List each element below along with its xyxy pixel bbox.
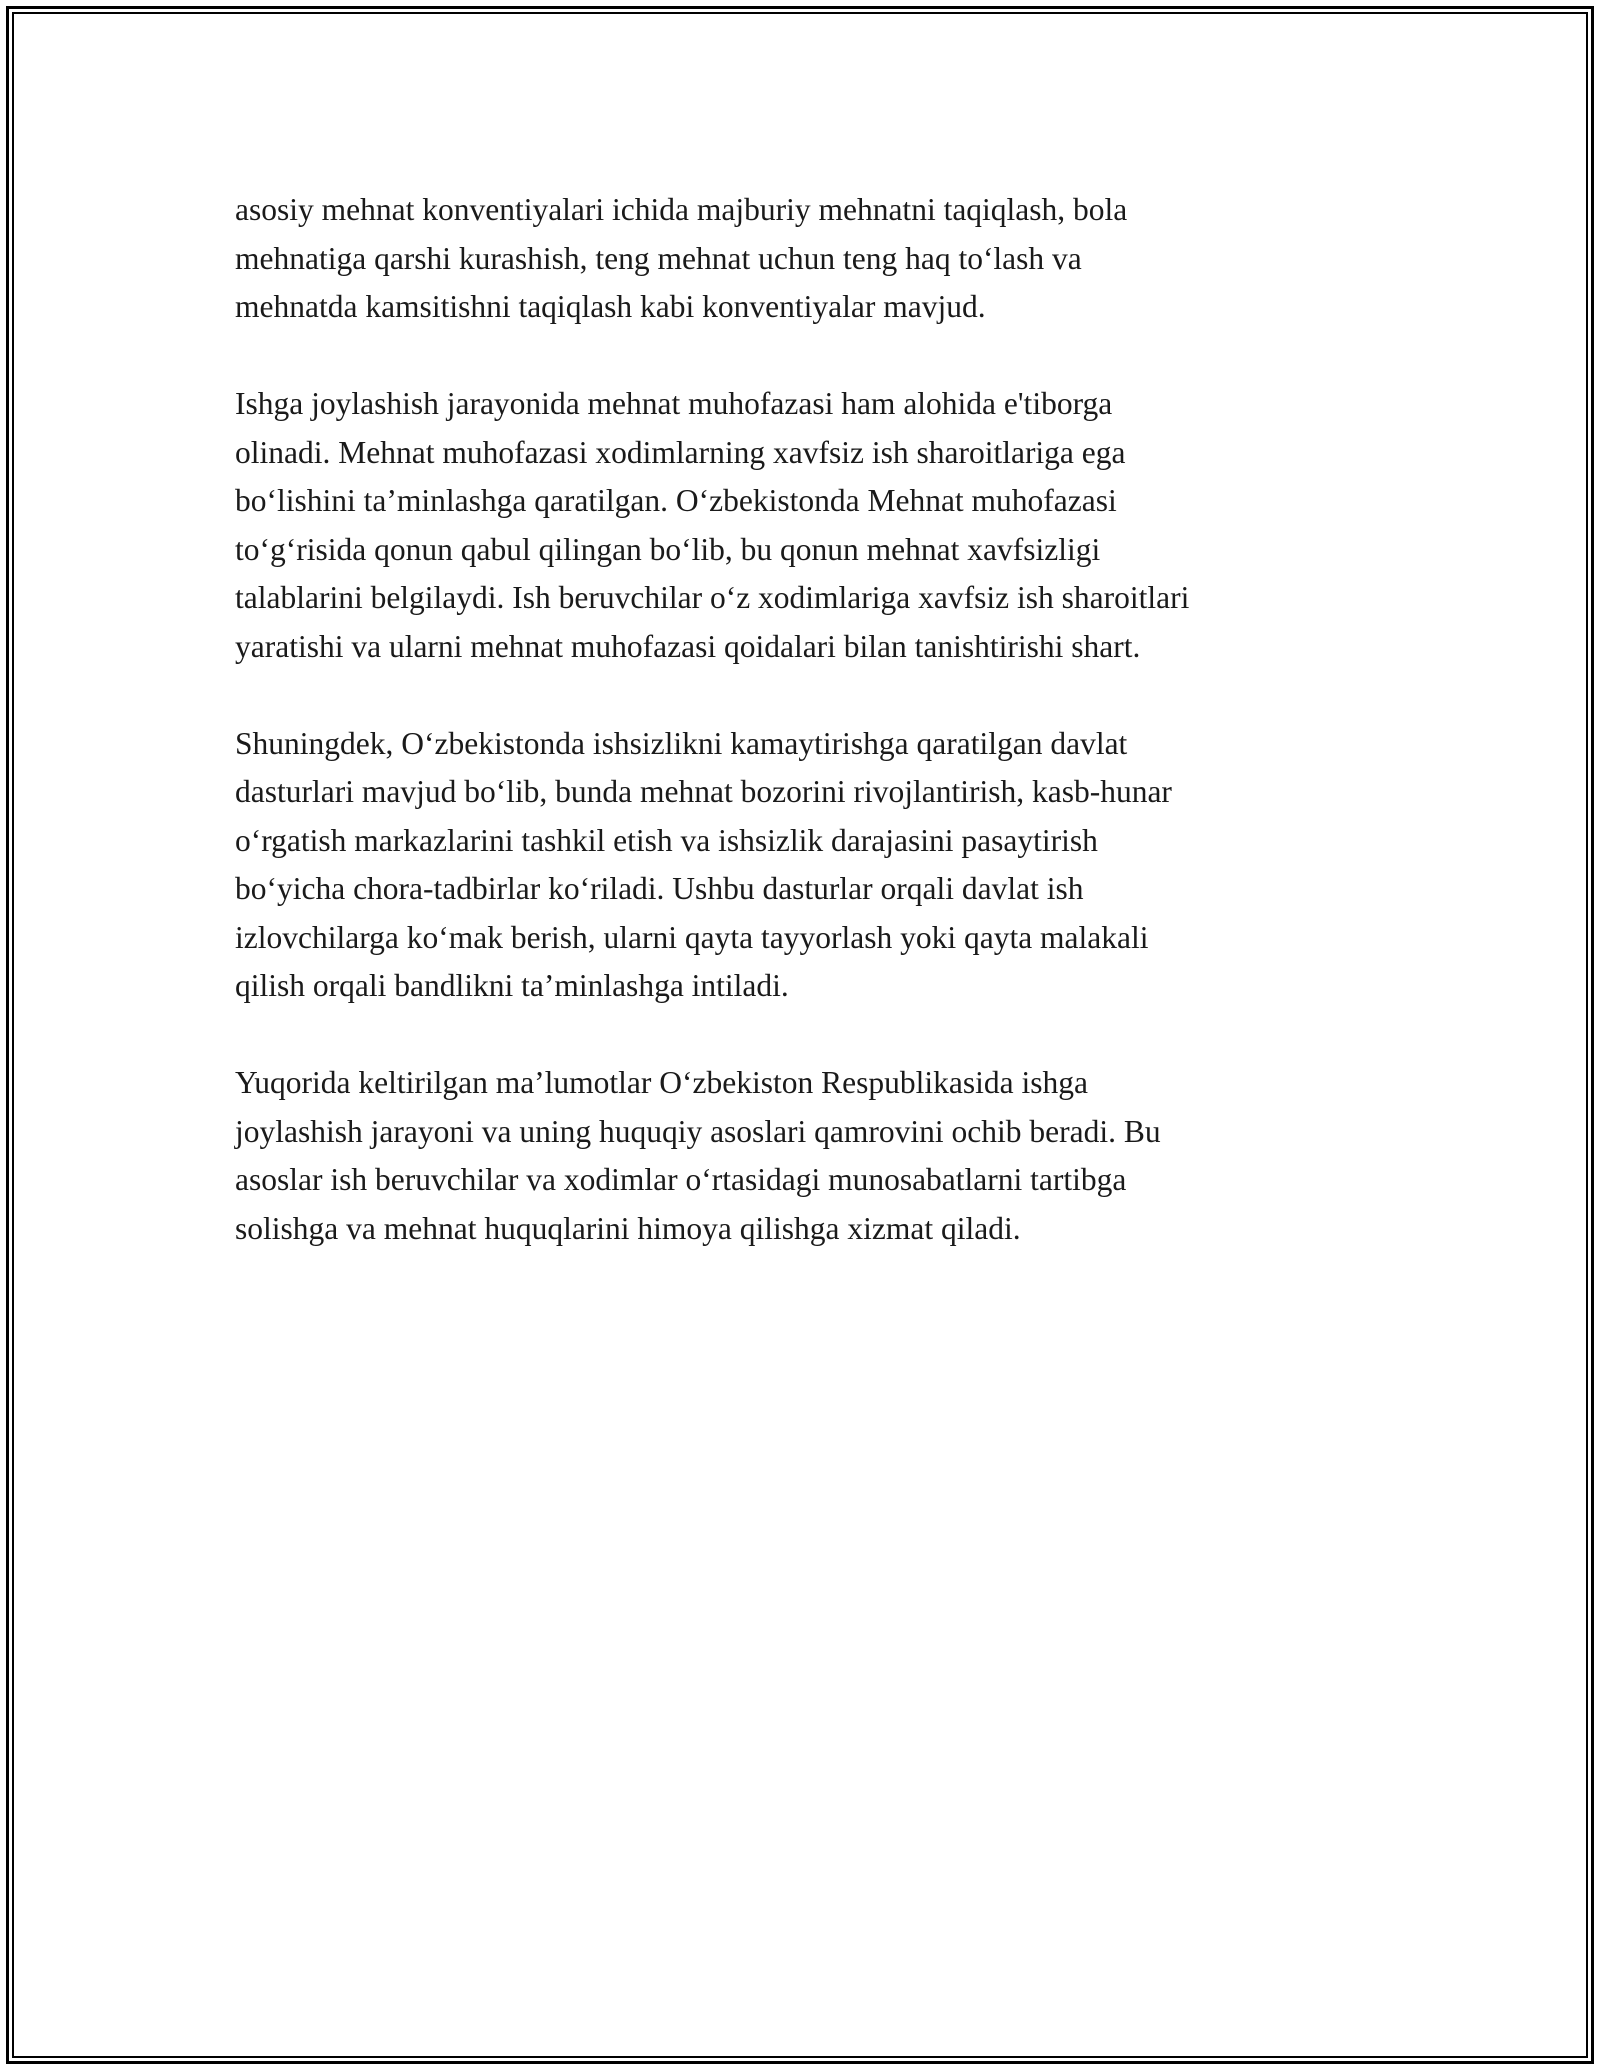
text-line: talablarini belgilaydi. Ish beruvchilar o‘z xodimlariga xavfsiz ish sharoitlari (235, 580, 1190, 615)
paragraph-2 (235, 380, 1395, 671)
text-line: to‘g‘risida qonun qabul qilingan bo‘lib, bu qonun mehnat xavfsizligi (235, 531, 1101, 567)
text-line: solishga va mehnat huquqlarini himoya qilishga xizmat qiladi. (235, 1210, 1021, 1246)
text-line: asoslar ish beruvchilar va xodimlar o‘rtasidagi munosabatlarni tartibga (235, 1162, 1127, 1197)
text-line: olinadi. Mehnat muhofazasi xodimlarning xavfsiz ish sharoitlariga ega (235, 434, 1126, 470)
text-line: bo‘yicha chora-tadbirlar ko‘riladi. Ushbu dasturlar orqali davlat ish (235, 871, 1084, 906)
text-line: mehnatda kamsitishni taqiqlash kabi konventiyalar mavjud. (235, 289, 986, 324)
text-line: izlovchilarga ko‘mak berish, ularni qayta tayyorlash yoki qayta malakali (235, 919, 1149, 955)
text-line: Ishga joylashish jarayonida mehnat muhofazasi ham alohida e'tiborga (235, 386, 1113, 421)
text-line: qilish orqali bandlikni ta’minlashga intiladi. (235, 968, 789, 1003)
text-line: asosiy mehnat konventiyalari ichida majburiy mehnatni taqiqlash, bola (235, 192, 1128, 227)
text-line: Shuningdek, O‘zbekistonda ishsizlikni kamaytirishga qaratilgan davlat (235, 725, 1128, 761)
paragraph-3 (235, 720, 1395, 1011)
text-line: joylashish jarayoni va uning huquqiy asoslari qamrovini ochib beradi. Bu (235, 1113, 1161, 1149)
text-line: Yuqorida keltirilgan ma’lumotlar O‘zbekiston Respublikasida ishga (235, 1065, 1088, 1100)
text-line: yaratishi va ularni mehnat muhofazasi qoidalari bilan tanishtirishi shart. (235, 628, 1141, 664)
document-body (235, 186, 1395, 1302)
paragraph-4 (235, 1059, 1395, 1253)
text-line: o‘rgatish markazlarini tashkil etish va ishsizlik darajasini pasaytirish (235, 822, 1098, 858)
paragraph-1 (235, 186, 1395, 332)
text-line: bo‘lishini ta’minlashga qaratilgan. O‘zbekistonda Mehnat muhofazasi (235, 483, 1117, 518)
text-line: mehnatiga qarshi kurashish, teng mehnat uchun teng haq to‘lash va (235, 240, 1082, 276)
text-line: dasturlari mavjud bo‘lib, bunda mehnat bozorini rivojlantirish, kasb-hunar (235, 774, 1172, 809)
